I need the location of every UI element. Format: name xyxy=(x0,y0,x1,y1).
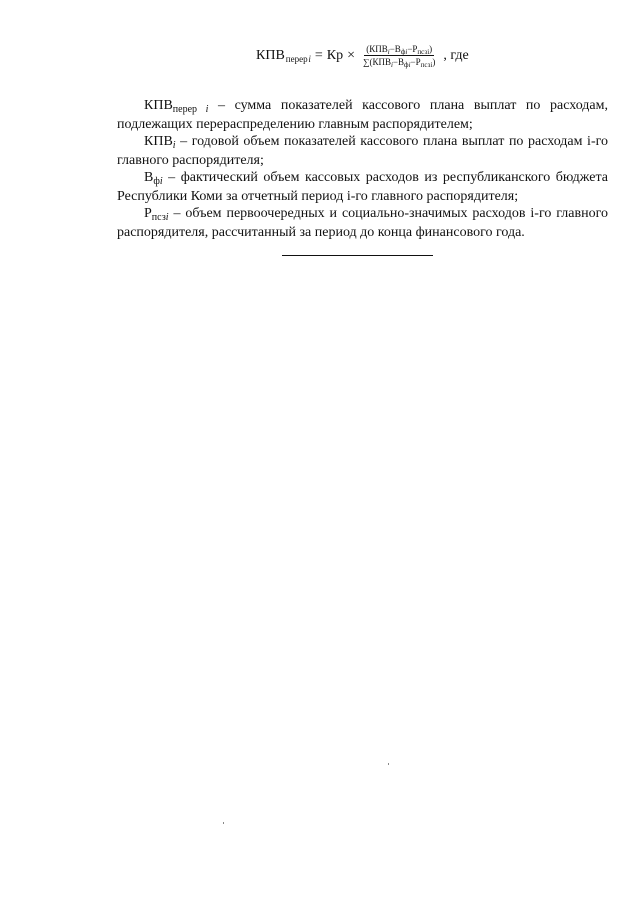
definition-kpv-perer: $КПВ_{перер i}$ – сумма показателей кассового плана выплат по расходам, подлежащих перераспределению главным распорядителем; xyxy=(117,98,608,132)
formula-fraction xyxy=(361,44,437,67)
formula-coefficient: Кр xyxy=(326,47,344,63)
formula xyxy=(256,44,469,67)
definition-v-phi: $В_{фi}$ – фактический объем кассовых расходов из республиканского бюджета Республики Коми за отчетный период i-го главного распорядителя; xyxy=(117,170,608,204)
formula-lhs xyxy=(256,48,311,64)
end-rule xyxy=(282,255,433,256)
formula-equals: = xyxy=(314,47,323,63)
formula-tail: , где xyxy=(443,47,469,63)
definitions xyxy=(117,97,608,241)
definition-r-pcz: $Р_{псзi}$ – объем первоочередных и социально-значимых расходов i-го главного распорядителя, рассчитанный за период до конца финансового года. xyxy=(117,206,608,240)
scan-speck xyxy=(223,822,224,824)
formula-denominator: $\sum(КПВ_i-В_{фi}-Р_{псзi})$ xyxy=(363,57,436,69)
formula-numerator: $(КПВ_i-В_{фi}-Р_{псзi})$ xyxy=(366,44,433,56)
formula-lhs-sub: перер i xyxy=(285,53,311,64)
scan-speck xyxy=(388,763,389,765)
formula-times: × xyxy=(347,47,356,63)
definition-kpv-i: $КПВ_i$ – годовой объем показателей кассового плана выплат по расходам i-го главного распорядителя; xyxy=(117,134,608,168)
formula-lhs-base: КПВ xyxy=(256,47,285,63)
